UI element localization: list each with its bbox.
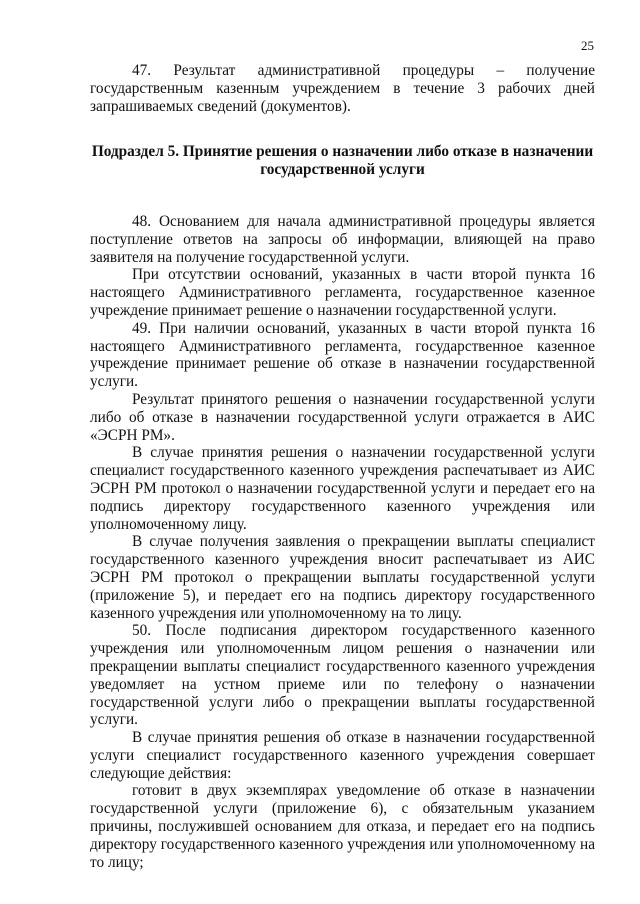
document-body — [90, 62, 595, 871]
paragraph-result: Результат принятого решения о назначении государственной услуги либо об отказе в назначении государственной услуги отражается в АИС «ЭСРН РМ». — [90, 390, 595, 444]
paragraph-49: 49. При наличии оснований, указанных в части второй пункта 16 настоящего Административного регламента, государственное казенное учреждение принимает решение об отказе в назначении государственной услуги. — [90, 319, 595, 391]
paragraph-50: 50. После подписания директором государственного казенного учреждения или уполномоченным лицом решения о назначении или прекращении выплаты специалист государственного казенного учреждения уведомляет на устном приеме или по телефону о назначении государственной услуги либо о прекращении выплаты государственной услуги. — [90, 622, 595, 729]
paragraph-47: 47. Результат административной процедуры – получение государственным казенным учреждением в течение 3 рабочих дней запрашиваемых сведений (документов). — [90, 62, 595, 115]
paragraph-refusal-case: В случае принятия решения об отказе в назначении государственной услуги специалист государственного казенного учреждения совершает следующие действия: — [90, 729, 595, 782]
paragraph-refusal-notice: готовит в двух экземплярах уведомление об отказе в назначении государственной услуги (приложение 6), с обязательным указанием причины, послужившей основанием для отказа, и передает его на подпись директору государственного казенного учреждения или уполномоченному на то лицу; — [90, 782, 595, 871]
paragraph-no-grounds: При отсутствии оснований, указанных в части второй пункта 16 настоящего Административного регламента, государственное казенное учреждение принимает решение о назначении государственной услуги. — [90, 266, 595, 319]
paragraph-assignment-case: В случае принятия решения о назначении государственной услуги специалист государственного казенного учреждения распечатывает из АИС ЭСРН РМ протокол о назначении государственной услуги и передает его на подпись директору государственного казенного учреждения или уполномоченному лицу. — [90, 444, 595, 533]
paragraph-termination-case: В случае получения заявления о прекращении выплаты специалист государственного казенного учреждения вносит распечатывает из АИС ЭСРН РМ протокол о прекращении выплаты государственной услуги (приложение 5), и передает его на подпись директору государственного казенного учреждения или уполномоченному на то лицу. — [90, 533, 595, 622]
paragraph-48: 48. Основанием для начала административной процедуры является поступление ответов на запросы об информации, влияющей на право заявителя на получение государственной услуги. — [90, 212, 595, 266]
section-heading: Подраздел 5. Принятие решения о назначении либо отказе в назначении государственной услуги — [91, 143, 594, 179]
page-number: 25 — [581, 38, 594, 53]
